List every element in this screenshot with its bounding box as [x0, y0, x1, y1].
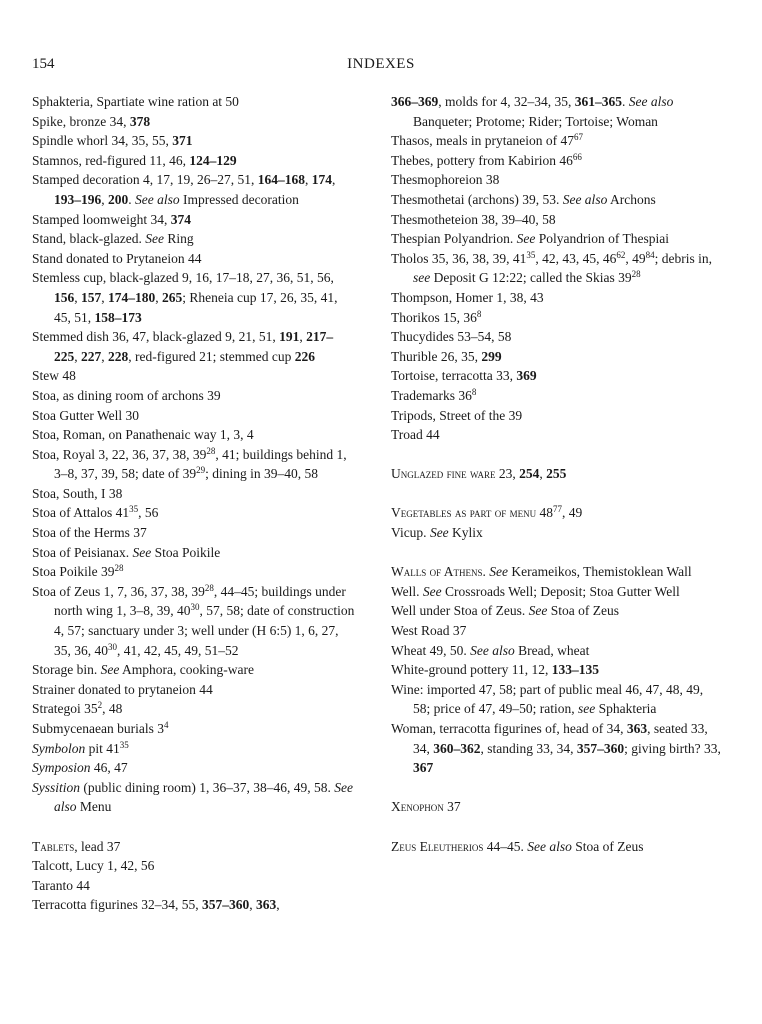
index-entry-text: Zeus Eleutherios: [391, 838, 484, 854]
index-entry-text: Syssition: [32, 779, 81, 795]
index-entry-text: 265: [162, 289, 183, 305]
index-entry-text: ,: [539, 466, 547, 482]
index-entry-text: 67: [573, 132, 583, 143]
index-entry-text: (public dining room) 1, 36–37, 38–46, 49, 58.: [80, 779, 335, 795]
index-entry-text: ; dining in 39–40, 58: [205, 466, 318, 482]
index-entry-text: Stamped decoration 4, 17, 19, 26–27, 51,: [32, 172, 258, 188]
index-entry: [391, 347, 723, 367]
index-entry-text: Stoa of Peisianax.: [32, 544, 133, 560]
index-entry-text: Stoa Poikile: [151, 544, 221, 560]
index-entry-text: Well.: [391, 583, 423, 599]
index-entry-text: 374: [170, 211, 191, 227]
index-entry-text: White-ground pottery 11, 12,: [391, 662, 552, 678]
index-entry-text: 2: [97, 700, 103, 711]
index-entry-text: See also: [628, 94, 674, 109]
index-entry: [391, 523, 723, 543]
index-entry-text: ,: [249, 897, 257, 913]
index-entry: [32, 503, 356, 523]
index-entry-text: , 41, 42, 45, 49, 51–52: [117, 642, 239, 658]
index-entry-text: Wheat 49, 50.: [391, 642, 471, 658]
index-entry-text: 8: [471, 386, 477, 397]
index-entry-text: Stoa, as dining room of archons 39: [32, 387, 221, 403]
index-entry: [32, 837, 356, 857]
index-entry-text: Thompson, Homer 1, 38, 43: [391, 289, 544, 305]
index-entry-text: Strainer donated to prytaneion 44: [32, 681, 213, 697]
index-entry-text: 37: [443, 799, 461, 815]
index-entry-text: 28: [204, 582, 214, 593]
index-entry-text: Stoa Poikile 39: [32, 564, 115, 580]
index-entry-text: 28: [631, 269, 641, 280]
index-entry-text: 174: [311, 172, 332, 188]
section-gap: [32, 817, 356, 837]
index-entry: [391, 503, 723, 523]
index-entry-text: Taranto 44: [32, 877, 90, 893]
index-entry-text: , 42, 43, 45, 46: [535, 250, 617, 266]
index-entry-text: Stemless cup, black-glazed 9, 16, 17–18, 27, 36, 51, 56,: [32, 270, 334, 286]
index-entry: [391, 621, 723, 641]
index-entry-text: Vicup.: [391, 525, 430, 541]
index-entry: [32, 484, 356, 504]
index-entry-text: see: [577, 701, 596, 717]
index-entry-text: Sphakteria, Spartiate wine ration at 50: [32, 94, 239, 109]
index-entry-text: 200: [108, 191, 129, 207]
index-entry: [391, 562, 723, 582]
index-entry-text: ,: [299, 329, 307, 345]
index-entry-text: Spike, bronze 34,: [32, 113, 130, 129]
section-gap: [391, 817, 723, 837]
index-entry-text: See also: [470, 642, 515, 658]
index-entry-text: 23,: [495, 466, 520, 482]
index-entry-text: Vegetables as part of menu: [391, 505, 537, 521]
section-gap: [391, 484, 723, 504]
index-entry-text: West Road 37: [391, 623, 467, 639]
index-entry-text: Walls of Athens: [391, 564, 483, 580]
index-entry-text: pit 41: [85, 740, 120, 756]
index-entry: [391, 366, 723, 386]
index-entry-text: 4: [163, 720, 169, 730]
index-entry-text: ,: [101, 289, 108, 305]
index-entry: [391, 641, 723, 661]
index-entry-text: Thurible 26, 35,: [391, 348, 482, 364]
index-entry-text: 228: [108, 348, 129, 364]
index-entry: [32, 425, 356, 445]
index-entry-text: Thesmothetai (archons) 39, 53.: [391, 191, 563, 207]
index-entry-text: See: [516, 231, 536, 247]
index-entry-text: 28: [114, 563, 124, 574]
index-entry-text: 62: [616, 249, 626, 260]
index-entry: [32, 660, 356, 680]
index-entry-text: 357–360: [576, 740, 625, 756]
index-entry-text: 30: [108, 641, 117, 652]
index-entry: [32, 582, 356, 660]
index-entry: [391, 797, 723, 817]
index-entry: [391, 288, 723, 308]
index-entry-text: Bread, wheat: [514, 642, 590, 658]
index-entry-text: Stand, black-glazed.: [32, 231, 146, 247]
index-entry-text: Storage bin.: [32, 662, 101, 678]
index-entry: [32, 327, 356, 366]
index-entry-text: See also: [135, 191, 180, 207]
index-entry-text: Stoa of Zeus 1, 7, 36, 37, 38, 39: [32, 583, 205, 599]
index-entry-text: See: [429, 525, 449, 541]
index-entry-text: Symposion: [32, 760, 91, 776]
section-gap: [391, 778, 723, 798]
index-entry: [32, 131, 356, 151]
index-entry-text: See also: [527, 838, 572, 854]
index-entry-text: Xenophon: [391, 799, 444, 815]
index-entry-text: Spindle whorl 34, 35, 55,: [32, 133, 173, 149]
index-entry: [32, 719, 356, 739]
index-entry: [32, 699, 356, 719]
index-entry-text: Stamnos, red-figured 11, 46,: [32, 152, 190, 168]
index-entry: [32, 229, 356, 249]
index-entry-text: Symbolon: [32, 740, 86, 756]
index-entry: [32, 895, 356, 915]
index-entry-text: , 49: [625, 250, 646, 266]
index-entry-text: 8: [476, 308, 482, 319]
index-entry: [32, 680, 356, 700]
index-entry-text: Crossroads Well; Deposit; Stoa Gutter Well: [441, 583, 680, 599]
index-entry: [32, 778, 356, 817]
index-entry-text: 124–129: [189, 152, 237, 168]
index-entry-text: Archons: [607, 191, 656, 207]
index-entry: [391, 837, 723, 857]
index-entry: [391, 229, 723, 249]
index-entry-text: Banqueter; Protome; Rider; Tortoise; Woman: [413, 113, 658, 129]
index-entry-text: Thespian Polyandrion.: [391, 231, 517, 247]
index-entry-text: Stoa of Zeus: [547, 603, 619, 619]
index-entry-text: ; Rheneia cup 17, 26, 35, 41, 45, 51,: [54, 289, 338, 325]
index-entry-text: 371: [172, 133, 193, 149]
index-entry: [32, 151, 356, 171]
index-entry-text: 193–196: [54, 191, 102, 207]
index-entry: [32, 366, 356, 386]
index-entry-text: 191: [279, 329, 300, 345]
index-column-right: [391, 92, 723, 856]
index-entry-text: 35: [129, 504, 139, 515]
section-gap: [391, 445, 723, 465]
index-entry-text: Trademarks 36: [391, 387, 472, 403]
index-entry-text: Stemmed dish 36, 47, black-glazed 9, 21, 51,: [32, 329, 280, 345]
index-entry-text: ,: [74, 348, 81, 364]
index-entry-text: Submycenaean burials 3: [32, 721, 164, 736]
index-entry-text: See: [100, 662, 120, 678]
index-column-left: [32, 92, 356, 915]
index-entry-text: 29: [196, 465, 206, 476]
index-entry-text: , 44–45; buildings under north wing 1, 3–8, 39, 40: [54, 583, 346, 619]
index-entry: [391, 151, 723, 171]
index-entry-text: 46, 47: [90, 760, 128, 776]
index-entry-text: Kerameikos, Themistoklean Wall: [508, 564, 692, 580]
running-head: INDEXES: [347, 56, 415, 72]
index-entry-text: Tholos 35, 36, 38, 39, 41: [391, 250, 527, 266]
index-entry-text: 369: [516, 368, 537, 384]
index-entry: [391, 308, 723, 328]
index-entry: [391, 386, 723, 406]
index-entry: [32, 543, 356, 563]
index-entry-text: 367: [413, 760, 434, 776]
index-entry-text: ,: [276, 897, 280, 913]
index-entry-text: Tortoise, terracotta 33,: [391, 368, 517, 384]
index-entry: [391, 406, 723, 426]
index-entry-text: Stand donated to Prytaneion 44: [32, 250, 202, 266]
index-entry-text: Thesmophoreion 38: [391, 172, 500, 188]
index-entry: [391, 464, 723, 484]
index-entry-text: 174–180: [108, 289, 156, 305]
index-entry: [32, 112, 356, 132]
index-entry-text: Thasos, meals in prytaneion of 47: [391, 133, 574, 149]
index-entry: [32, 210, 356, 230]
index-entry: [32, 92, 356, 112]
index-entry-text: Wine: imported 47, 58; part of public meal 46, 47, 48, 49, 58; price of 47, 49–50; ration,: [391, 681, 704, 717]
index-entry: [32, 739, 356, 759]
index-entry-text: 157: [81, 289, 102, 305]
index-entry-text: 28: [206, 445, 216, 456]
index-entry-text: Strategoi 35: [32, 701, 98, 717]
index-entry-text: Talcott, Lucy 1, 42, 56: [32, 858, 155, 874]
index-entry-text: Thorikos 15, 36: [391, 309, 477, 325]
page-number: 154: [32, 56, 55, 72]
index-entry-text: 363: [256, 897, 277, 913]
index-entry: [391, 210, 723, 230]
index-entry-text: See: [145, 231, 164, 247]
index-entry-text: 35: [526, 249, 536, 260]
index-entry: [391, 249, 723, 288]
index-entry-text: , lead 37: [74, 838, 121, 854]
index-entry-text: ; giving birth? 33,: [624, 740, 721, 756]
index-entry-text: Thebes, pottery from Kabirion 46: [391, 152, 573, 168]
index-entry-text: 77: [553, 504, 563, 515]
index-entry-text: Unglazed fine ware: [391, 466, 496, 482]
index-entry-text: 363: [626, 721, 648, 736]
index-entry-text: Tablets: [32, 838, 75, 854]
section-gap: [391, 543, 723, 563]
index-entry: [391, 131, 723, 151]
index-entry-text: see: [413, 270, 431, 286]
index-entry-text: Stoa, South, I 38: [32, 485, 123, 501]
index-entry-text: , 49: [562, 505, 583, 521]
index-entry-text: 361–365: [574, 94, 622, 109]
index-entry-text: 226: [294, 348, 315, 364]
index-entry: [391, 425, 723, 445]
index-entry-text: 44–45.: [483, 838, 528, 854]
index-entry-text: Stoa, Roman, on Panathenaic way 1, 3, 4: [32, 427, 254, 443]
index-entry-text: Stew 48: [32, 368, 76, 384]
index-entry: [391, 92, 723, 131]
index-entry-text: ,: [74, 289, 81, 305]
index-entry-text: , standing 33, 34,: [480, 740, 577, 756]
index-entry-text: Stoa, Royal 3, 22, 36, 37, 38, 39: [32, 446, 207, 462]
index-entry: [391, 582, 723, 602]
index-entry-text: ,: [101, 348, 108, 364]
index-entry-text: See also: [54, 779, 353, 815]
index-entry: [32, 386, 356, 406]
index-entry-text: Woman, terracotta figurines of, head of 34,: [391, 721, 627, 736]
index-entry-text: Sphakteria: [595, 701, 657, 717]
index-entry-text: .: [622, 94, 629, 109]
index-entry-text: 227: [81, 348, 102, 364]
index-entry: [391, 170, 723, 190]
index-entry-text: ; debris in,: [654, 250, 713, 266]
index-entry-text: 30: [190, 602, 200, 613]
index-entry: [32, 406, 356, 426]
index-entry-text: 66: [572, 151, 582, 162]
index-entry-text: See: [528, 603, 548, 619]
index-entry-text: ,: [101, 191, 108, 207]
index-entry-text: Stamped loomweight 34,: [32, 211, 171, 227]
index-entry: [32, 856, 356, 876]
index-entry-text: , 41; buildings behind 1, 3–8, 37, 39, 58; date of 39: [54, 446, 347, 482]
index-entry: [32, 249, 356, 269]
index-entry-text: See: [489, 564, 508, 580]
index-entry-text: ,: [155, 289, 162, 305]
index-entry-text: 35: [119, 739, 129, 750]
index-entry-text: Stoa Gutter Well 30: [32, 407, 140, 423]
index-entry-text: Terracotta figurines 32–34, 55,: [32, 897, 203, 913]
index-entry-text: 133–135: [551, 662, 599, 678]
index-entry-text: 84: [645, 249, 655, 260]
index-entry: [391, 327, 723, 347]
index-entry-text: 254: [519, 466, 540, 482]
index-entry-text: , 57, 58; date of construction 4, 57; sanctuary under 3; well under (H 6:5) 1, 6, 27, 35, 36, 40: [54, 603, 355, 658]
index-entry-text: Kylix: [448, 525, 483, 541]
index-entry: [391, 719, 723, 778]
index-entry-text: Stoa of the Herms 37: [32, 525, 147, 541]
index-entry-text: See also: [562, 191, 608, 207]
index-entry-text: Thesmotheteion 38, 39–40, 58: [391, 211, 556, 227]
index-entry-text: 156: [54, 289, 75, 305]
index-entry-text: 158–173: [94, 309, 142, 325]
index-entry-text: , 56: [138, 505, 159, 521]
index-entry: [32, 170, 356, 209]
index-entry-text: Tripods, Street of the 39: [391, 407, 523, 423]
index-entry-text: .: [128, 191, 135, 207]
index-entry-text: Troad 44: [391, 427, 440, 443]
index-entry-text: Stoa of Zeus: [571, 838, 644, 854]
index-entry: [391, 680, 723, 719]
index-entry-text: Thucydides 53–54, 58: [391, 329, 512, 345]
index-entry-text: 360–362: [433, 740, 481, 756]
index-entry-text: See: [422, 583, 442, 599]
index-entry-text: Ring: [163, 231, 194, 247]
index-entry: [391, 660, 723, 680]
index-entry: [32, 268, 356, 327]
index-entry-text: , 48: [102, 701, 123, 717]
index-entry-text: 164–168: [257, 172, 305, 188]
index-entry-text: , molds for 4, 32–34, 35,: [438, 94, 575, 109]
index-entry-text: 217–225: [54, 329, 334, 364]
index-entry-text: , red-figured 21; stemmed cup: [128, 348, 295, 364]
index-entry: [32, 758, 356, 778]
index-entry-text: 255: [546, 466, 567, 482]
index-entry-text: Menu: [76, 799, 112, 815]
index-entry-text: 378: [129, 113, 151, 129]
index-entry-text: ,: [331, 172, 336, 188]
index-entry: [32, 523, 356, 543]
index-entry-text: Amphora, cooking-ware: [119, 662, 254, 678]
index-entry-text: 357–360: [202, 897, 250, 913]
index-entry-text: , seated 33, 34,: [413, 721, 708, 756]
index-entry: [32, 445, 356, 484]
index-entry-text: Deposit G 12:22; called the Skias 39: [430, 270, 632, 286]
index-entry-text: 299: [481, 348, 502, 364]
index-entry-text: See: [132, 544, 152, 560]
index-entry-text: ,: [304, 172, 312, 188]
index-entry-text: 366–369: [391, 94, 439, 109]
index-entry: [391, 190, 723, 210]
index-entry-text: .: [482, 564, 490, 580]
index-entry: [32, 562, 356, 582]
index-entry-text: Stoa of Attalos 41: [32, 505, 130, 521]
index-entry-text: Well under Stoa of Zeus.: [391, 603, 529, 619]
index-entry-text: 48: [536, 505, 554, 521]
index-entry: [391, 601, 723, 621]
index-entry: [32, 876, 356, 896]
index-entry-text: Polyandrion of Thespiai: [535, 231, 669, 247]
index-entry-text: Impressed decoration: [179, 191, 299, 207]
